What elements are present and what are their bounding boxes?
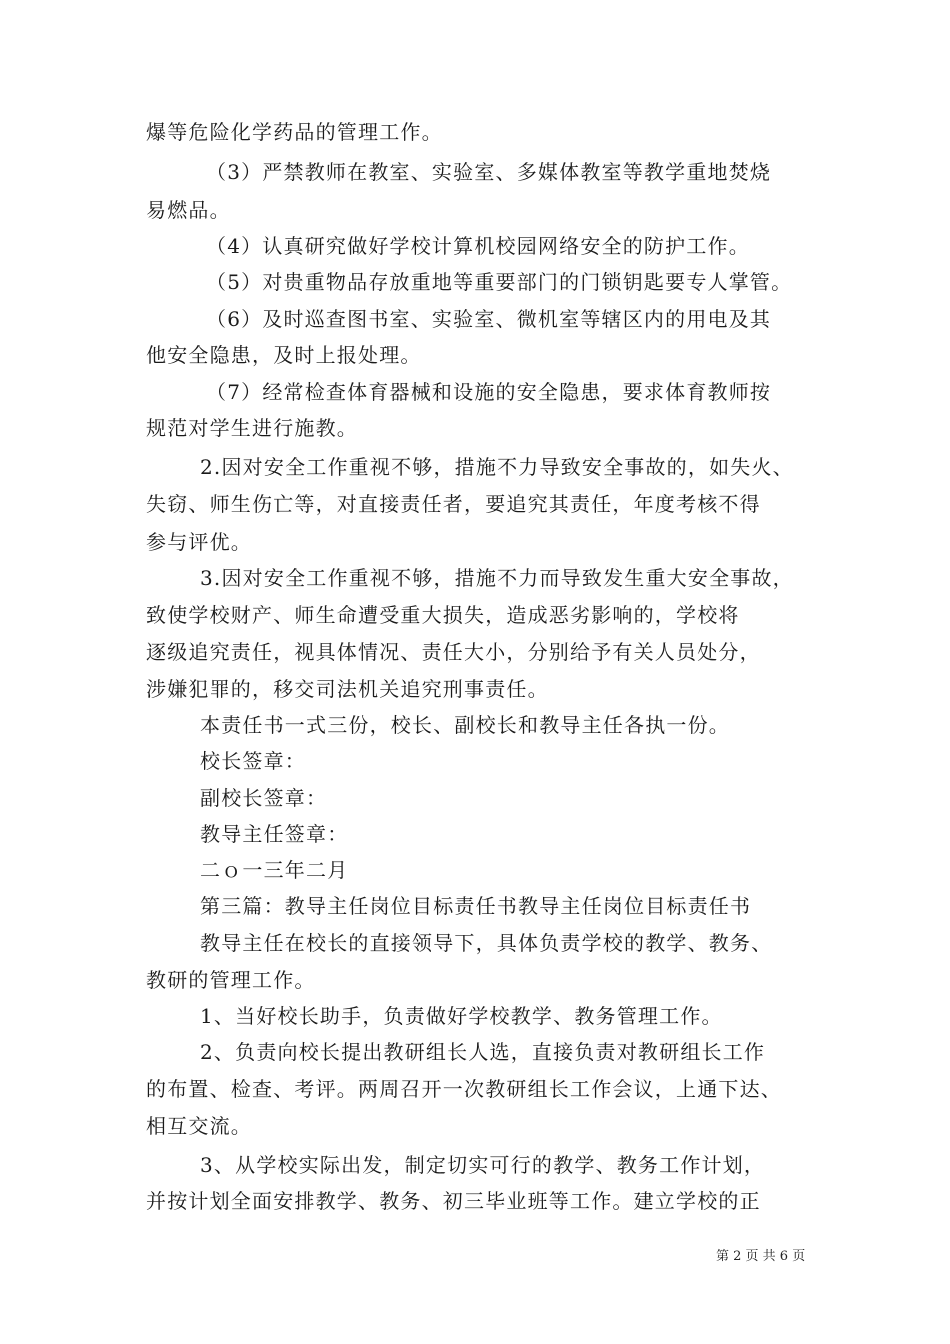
signature-label: 校长签章： bbox=[200, 749, 306, 773]
text-line: 并按计划全面安排教学、教务、初三毕业班等工作。建立学校的正 bbox=[146, 1189, 761, 1213]
text-line: 失窃、师生伤亡等，对直接责任者，要追究其责任，年度考核不得 bbox=[146, 492, 761, 516]
page-number: 第 2 页 共 6 页 bbox=[716, 1249, 806, 1264]
text-line: 易燃品。 bbox=[146, 198, 231, 222]
text-line: （5）对贵重物品存放重地等重要部门的门锁钥匙要专人掌管。 bbox=[206, 270, 793, 294]
text-line: 他安全隐患，及时上报处理。 bbox=[146, 343, 422, 367]
text-line: 2、负责向校长提出教研组长人选，直接负责对教研组长工作 bbox=[200, 1040, 766, 1064]
text-line: （3）严禁教师在教室、实验室、多媒体教室等教学重地焚烧 bbox=[206, 160, 772, 184]
text-line: （6）及时巡查图书室、实验室、微机室等辖区内的用电及其 bbox=[206, 307, 772, 331]
text-line: 本责任书一式三份，校长、副校长和教导主任各执一份。 bbox=[200, 713, 730, 737]
text-line: 致使学校财产、师生命遭受重大损失，造成恶劣影响的，学校将 bbox=[146, 603, 740, 627]
text-line: 3.因对安全工作重视不够，措施不力而导致发生重大安全事故， bbox=[200, 566, 794, 590]
text-line: 教研的管理工作。 bbox=[146, 968, 316, 992]
date-line: 二ｏ一三年二月 bbox=[200, 858, 349, 882]
text-line: 涉嫌犯罪的，移交司法机关追究刑事责任。 bbox=[146, 677, 549, 701]
text-line: 参与评优。 bbox=[146, 530, 252, 554]
text-line: 爆等危险化学药品的管理工作。 bbox=[146, 120, 443, 144]
text-line: 3、从学校实际出发，制定切实可行的教学、教务工作计划， bbox=[200, 1153, 766, 1177]
signature-label: 副校长签章： bbox=[200, 786, 328, 810]
text-line: （7）经常检查体育器械和设施的安全隐患，要求体育教师按 bbox=[206, 380, 772, 404]
text-line: 2.因对安全工作重视不够，措施不力导致安全事故的，如失火、 bbox=[200, 455, 794, 479]
text-line: 相互交流。 bbox=[146, 1114, 252, 1138]
text-line: （4）认真研究做好学校计算机校园网络安全的防护工作。 bbox=[206, 234, 750, 258]
text-line: 教导主任在校长的直接领导下，具体负责学校的教学、教务、 bbox=[200, 931, 773, 955]
section-heading: 第三篇：教导主任岗位目标责任书教导主任岗位目标责任书 bbox=[200, 894, 752, 918]
text-line: 的布置、检查、考评。两周召开一次教研组长工作会议，上通下达、 bbox=[146, 1077, 782, 1101]
text-line: 规范对学生进行施教。 bbox=[146, 416, 358, 440]
text-line: 逐级追究责任，视具体情况、责任大小，分别给予有关人员处分， bbox=[146, 640, 761, 664]
signature-label: 教导主任签章： bbox=[200, 822, 349, 846]
text-line: 1、当好校长助手，负责做好学校教学、教务管理工作。 bbox=[200, 1004, 723, 1028]
